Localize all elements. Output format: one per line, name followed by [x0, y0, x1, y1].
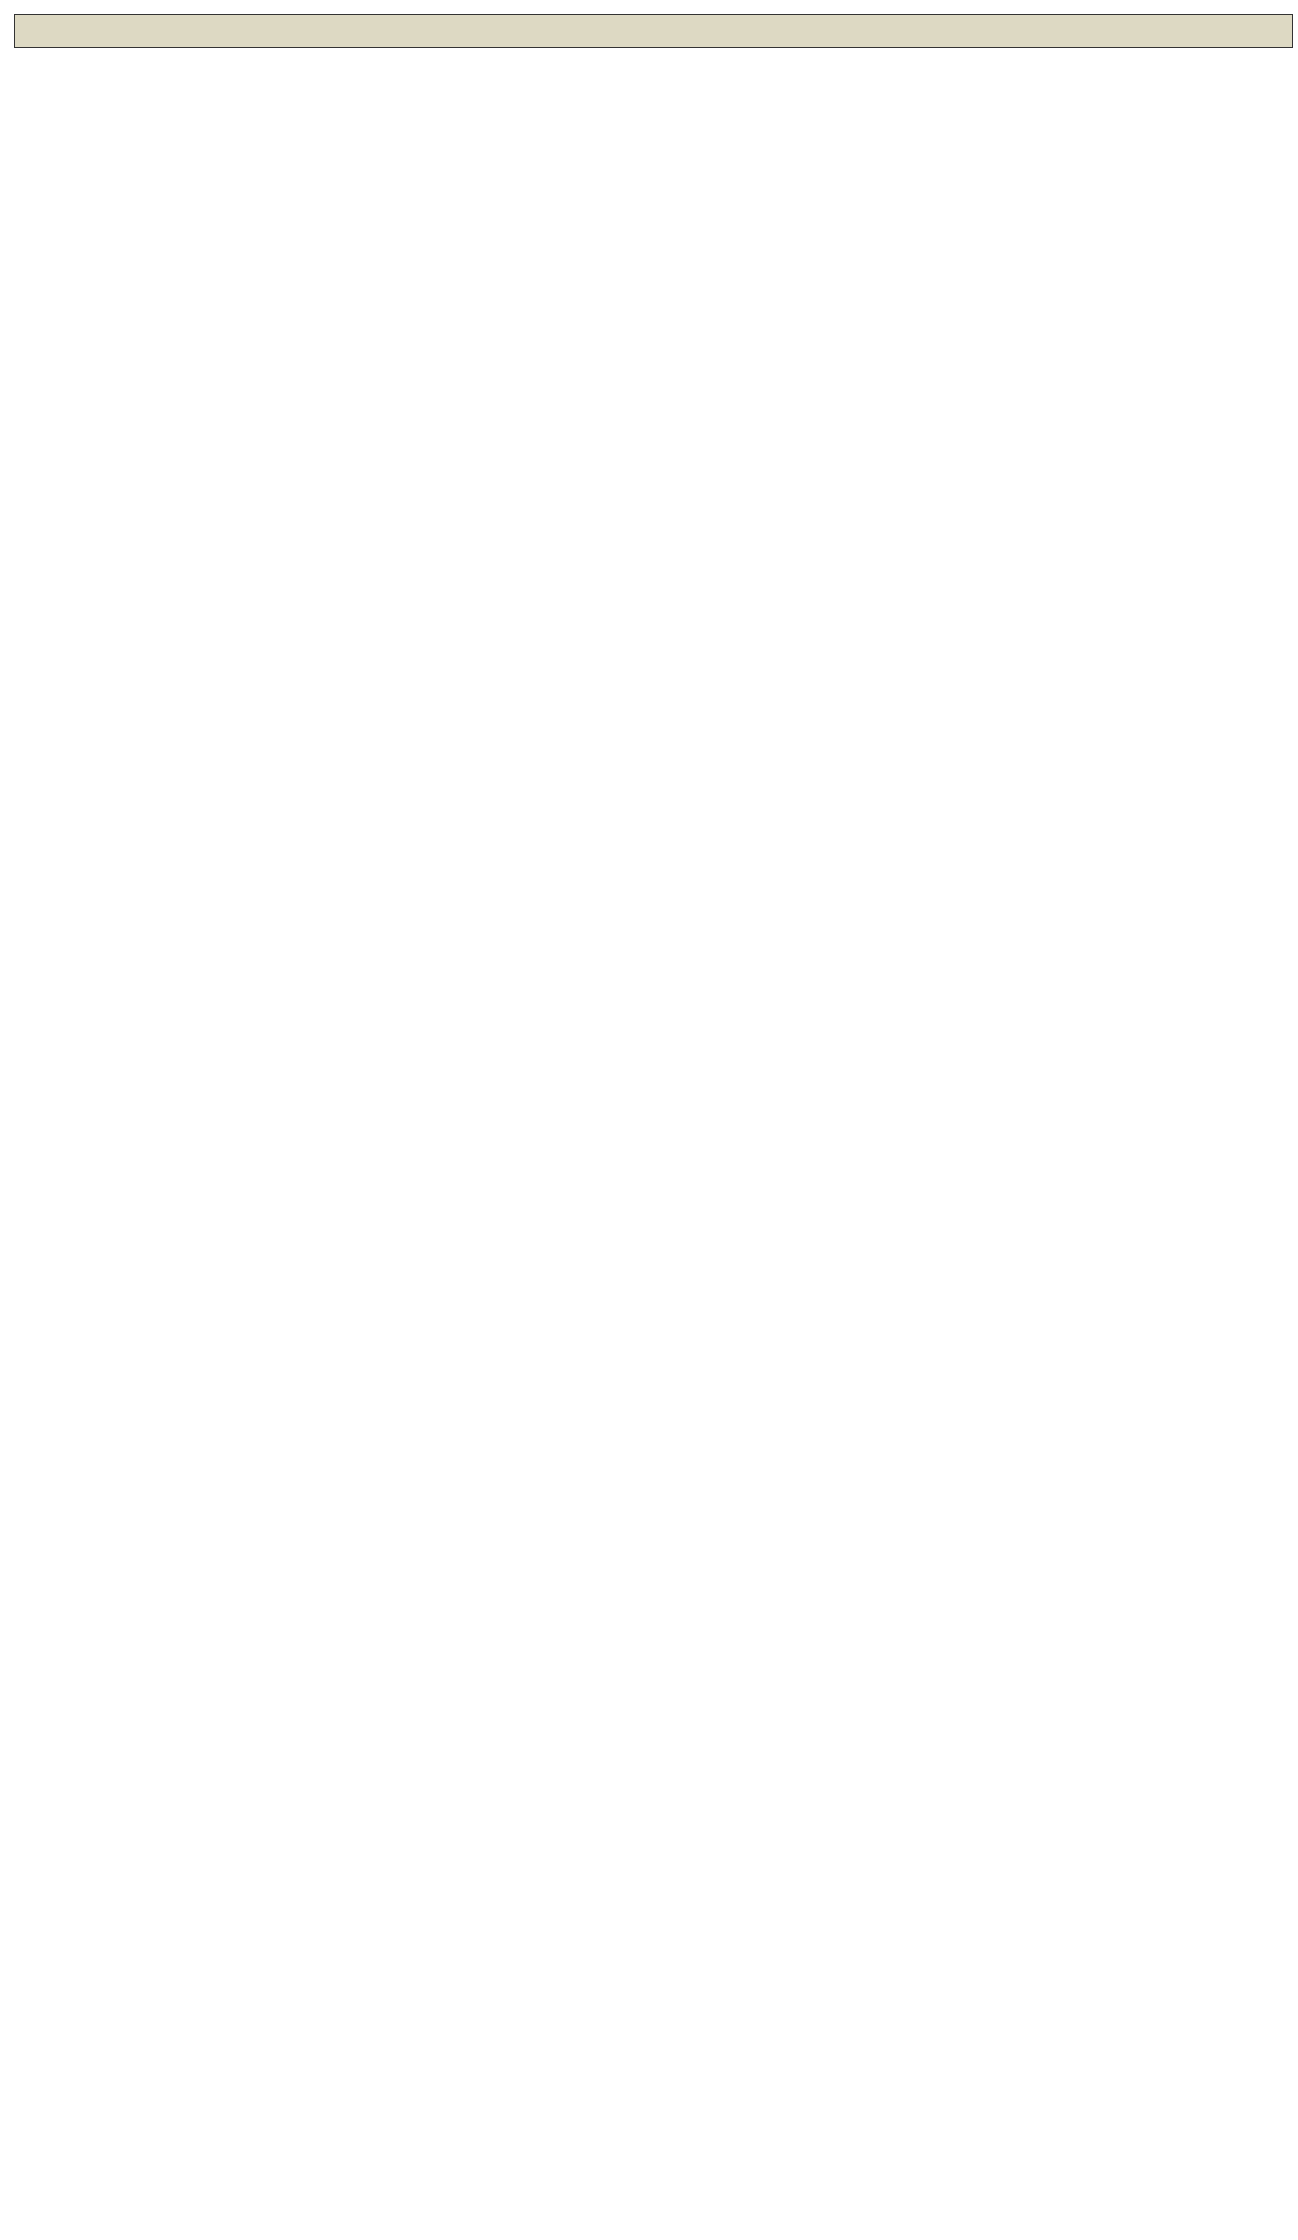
page-title [14, 14, 1293, 48]
schedule [14, 14, 1293, 48]
